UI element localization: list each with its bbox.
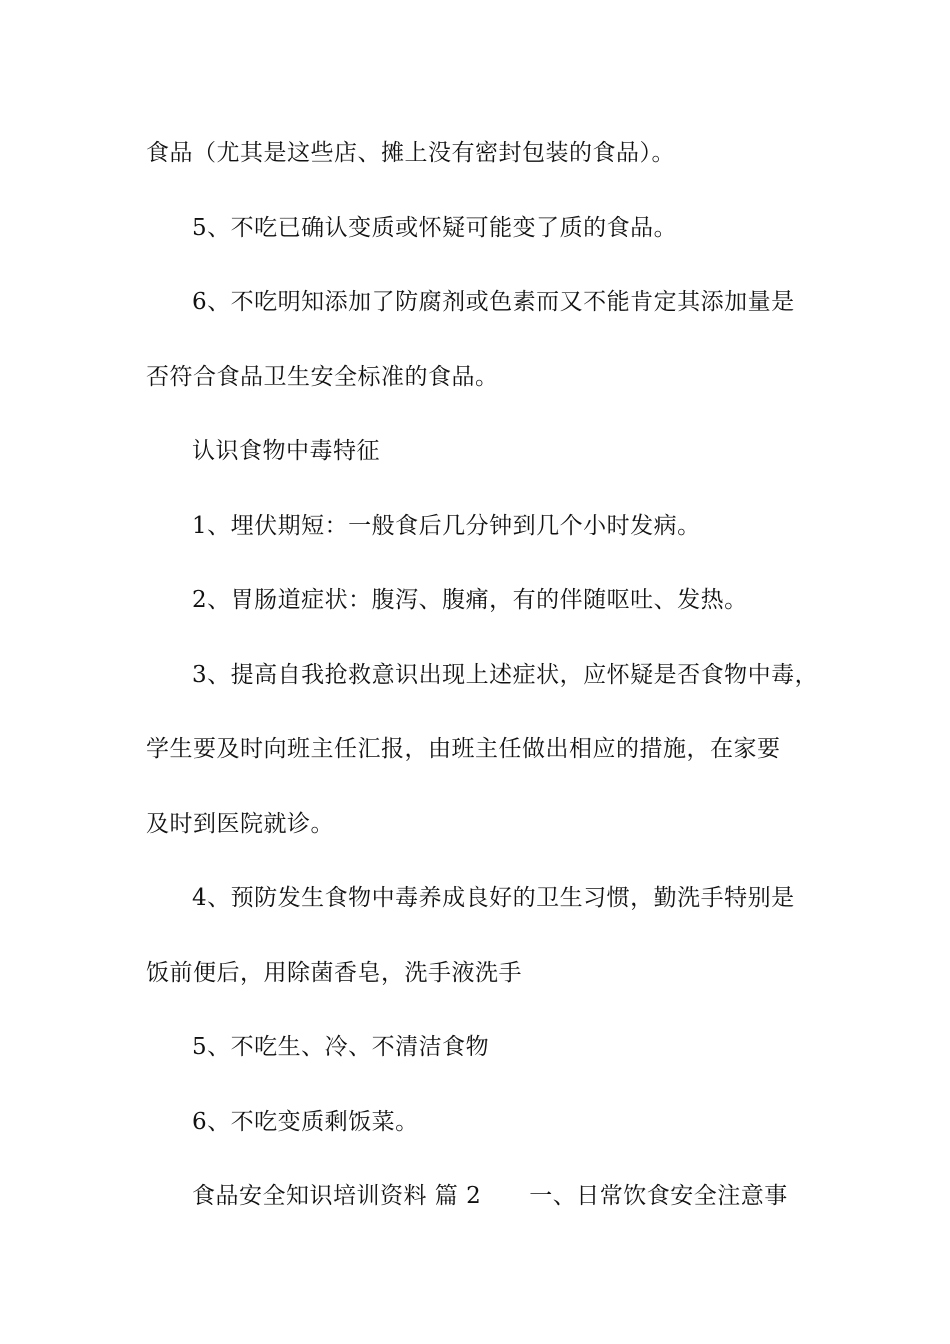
text-line-9: 学生要及时向班主任汇报，由班主任做出相应的措施，在家要 [146,736,781,762]
text-line-11: 4、预防发生食物中毒养成良好的卫生习惯，勤洗手特别是 [192,885,795,911]
text-line-1: 食品（尤其是这些店、摊上没有密封包装的食品）。 [146,140,675,166]
article-title: 食品安全知识培训资料 篇 2 [192,1183,482,1209]
text-line-10: 及时到医院就诊。 [146,811,334,837]
text-line-6: 1、埋伏期短：一般食后几分钟到几个小时发病。 [192,513,701,539]
text-line-8: 3、提高自我抢救意识出现上述症状，应怀疑是否食物中毒， [192,662,819,688]
text-line-4: 否符合食品卫生安全标准的食品。 [146,364,499,390]
text-line-2: 5、不吃已确认变质或怀疑可能变了质的食品。 [192,215,678,241]
text-line-3: 6、不吃明知添加了防腐剂或色素而又不能肯定其添加量是 [192,289,795,315]
text-line-15 [192,1181,862,1211]
text-line-13: 5、不吃生、冷、不清洁食物 [192,1034,490,1060]
text-line-7: 2、胃肠道症状：腹泻、腹痛，有的伴随呕吐、发热。 [192,587,748,613]
section-title: 一、日常饮食安全注意事 [529,1183,788,1209]
text-line-14: 6、不吃变质剩饭菜。 [192,1109,419,1135]
section-heading: 认识食物中毒特征 [192,438,380,464]
text-line-12: 饭前便后，用除菌香皂，洗手液洗手 [146,960,522,986]
